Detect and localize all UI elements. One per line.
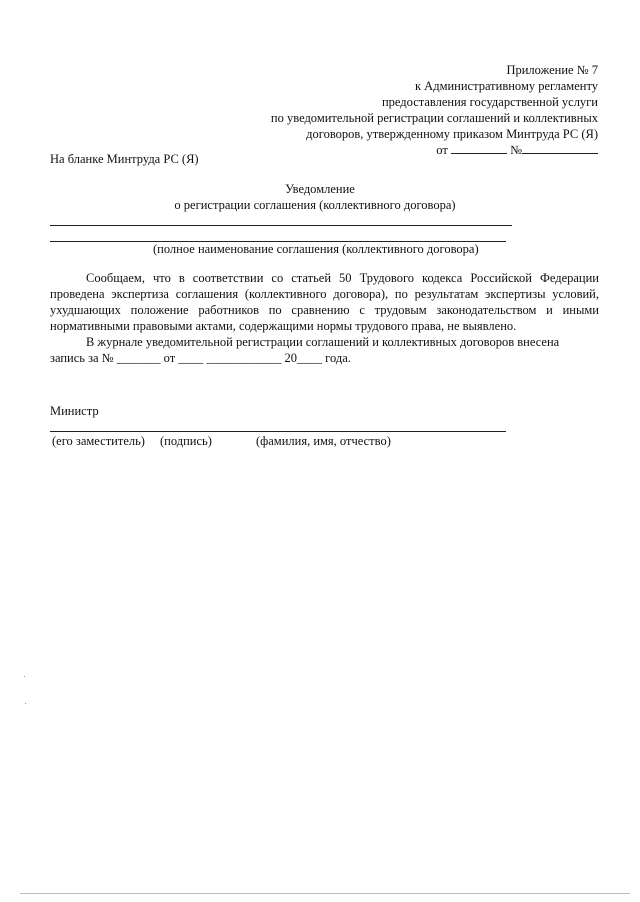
letterhead-note: На бланке Минтруда РС (Я) (50, 152, 199, 166)
document-subtitle: о регистрации соглашения (коллективного договора) (174, 198, 456, 212)
agreement-name-caption: (полное наименование соглашения (коллективного договора) (153, 242, 479, 256)
from-label: от (436, 143, 448, 157)
minister-label: Министр (50, 404, 99, 418)
appendix-order: договоров, утвержденному приказом Минтруда РС (Я) (306, 127, 598, 141)
number-label: № (510, 143, 522, 157)
appendix-date-number (178, 142, 598, 158)
signature-caption: (подпись) (160, 434, 212, 448)
date-blank (451, 142, 507, 154)
number-blank (522, 142, 598, 154)
body-paragraph-2: В журнале уведомительной регистрации соглашений и коллективных договоров внесена (86, 335, 560, 349)
document-title: Уведомление (285, 182, 355, 196)
appendix-header (178, 62, 598, 158)
appendix-number: Приложение № 7 (506, 63, 598, 77)
notification-body (50, 270, 599, 366)
signature-line (50, 431, 506, 432)
body-paragraph-2-end: запись за № _______ от ____ ____________ 20____ года. (50, 351, 351, 365)
full-name-caption: (фамилия, имя, отчество) (256, 434, 391, 448)
deputy-caption: (его заместитель) (52, 434, 145, 448)
agreement-name-line-1 (50, 225, 512, 226)
scan-speck (25, 703, 26, 704)
body-paragraph-1: Сообщаем, что в соответствии со статьей 50 Трудового кодекса Российской Федерации проведена экспертиза соглашения (коллективного договора), по результатам экспертизы условий, ухудшающих положение работников по сравнению с трудовым законодательством и иными нормативными правовыми актами, содержащими нормы трудового права, не выявлено. (50, 271, 599, 333)
appendix-registration: по уведомительной регистрации соглашений и коллективных (270, 111, 598, 125)
appendix-regulation: к Административному регламенту (414, 79, 598, 93)
scan-speck (24, 676, 25, 677)
appendix-service: предоставления государственной услуги (381, 95, 598, 109)
scan-bottom-edge (20, 893, 630, 894)
